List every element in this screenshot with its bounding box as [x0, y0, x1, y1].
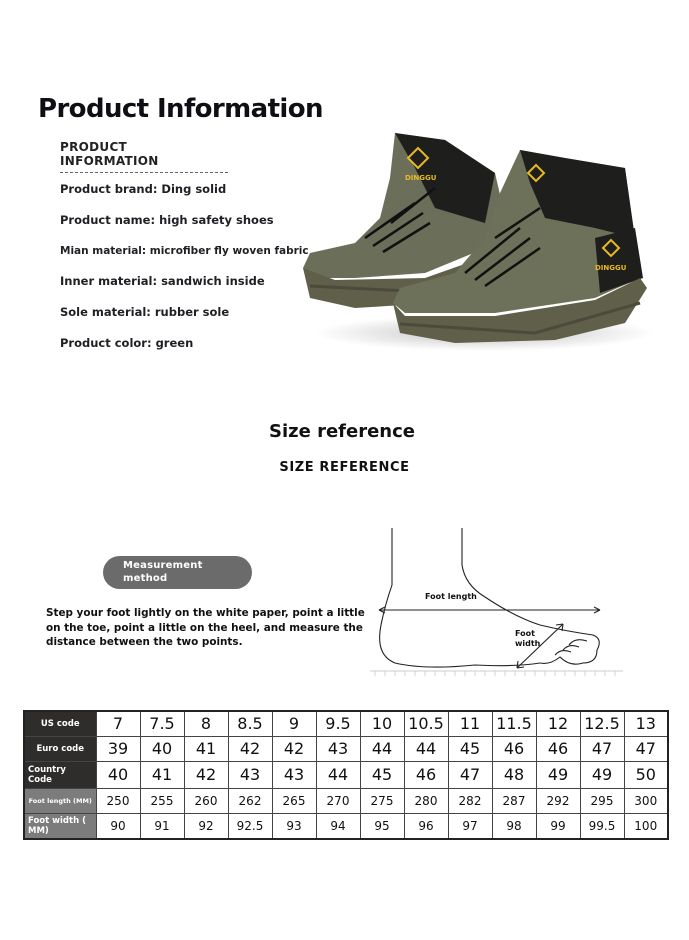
table-cell: 40 — [96, 761, 140, 788]
section-subtitle: PRODUCT INFORMATION — [60, 140, 228, 173]
badge-line-2: method — [123, 573, 168, 584]
table-cell: 265 — [272, 788, 316, 813]
table-cell: 8.5 — [228, 711, 272, 736]
page-title: Product Information — [38, 94, 323, 124]
table-cell: 96 — [404, 813, 448, 839]
table-cell: 282 — [448, 788, 492, 813]
table-row-us-code — [24, 711, 668, 736]
table-cell: 13 — [624, 711, 668, 736]
table-cell: 10.5 — [404, 711, 448, 736]
table-cell: 98 — [492, 813, 536, 839]
table-cell: 42 — [184, 761, 228, 788]
table-cell: 260 — [184, 788, 228, 813]
table-cell: 292 — [536, 788, 580, 813]
table-cell: 45 — [448, 736, 492, 761]
table-cell: 92 — [184, 813, 228, 839]
table-cell: 46 — [404, 761, 448, 788]
foot-width-line-1: Foot — [515, 629, 535, 638]
product-spec-list — [60, 181, 309, 366]
table-cell: 47 — [580, 736, 624, 761]
table-row-country-code — [24, 761, 668, 788]
foot-diagram — [365, 525, 625, 685]
svg-text:DINGGU: DINGGU — [405, 174, 437, 182]
table-cell: 46 — [536, 736, 580, 761]
size-reference-subtitle: SIZE REFERENCE — [279, 460, 410, 475]
table-cell: 44 — [316, 761, 360, 788]
table-cell: 10 — [360, 711, 404, 736]
spec-name: Product name: high safety shoes — [60, 212, 274, 227]
badge-line-1: Measurement — [123, 560, 203, 571]
foot-length-label: Foot length — [425, 592, 477, 601]
table-cell: 42 — [228, 736, 272, 761]
table-cell: 11.5 — [492, 711, 536, 736]
table-cell: 262 — [228, 788, 272, 813]
spec-inner-material: Inner material: sandwich inside — [60, 274, 265, 289]
table-cell: 99.5 — [580, 813, 624, 839]
table-cell: 49 — [536, 761, 580, 788]
table-cell: 43 — [228, 761, 272, 788]
row-header: Country Code — [24, 761, 96, 788]
table-cell: 9 — [272, 711, 316, 736]
table-cell: 99 — [536, 813, 580, 839]
table-cell: 49 — [580, 761, 624, 788]
row-header: Foot length (MM) — [24, 788, 96, 813]
table-cell: 42 — [272, 736, 316, 761]
table-cell: 275 — [360, 788, 404, 813]
foot-width-line-2: width — [515, 639, 541, 648]
table-cell: 92.5 — [228, 813, 272, 839]
table-cell: 97 — [448, 813, 492, 839]
table-cell: 8 — [184, 711, 228, 736]
row-header: Euro code — [24, 736, 96, 761]
table-cell: 47 — [448, 761, 492, 788]
foot-width-label — [515, 629, 540, 649]
product-boots-image — [295, 128, 655, 353]
table-cell: 44 — [360, 736, 404, 761]
row-header: US code — [24, 711, 96, 736]
table-cell: 47 — [624, 736, 668, 761]
table-cell: 95 — [360, 813, 404, 839]
table-cell: 93 — [272, 813, 316, 839]
table-cell: 7 — [96, 711, 140, 736]
table-cell: 41 — [184, 736, 228, 761]
table-cell: 250 — [96, 788, 140, 813]
table-cell: 287 — [492, 788, 536, 813]
table-cell: 91 — [140, 813, 184, 839]
table-cell: 48 — [492, 761, 536, 788]
spec-brand: Product brand: Ding solid — [60, 182, 227, 196]
table-cell: 12 — [536, 711, 580, 736]
size-reference-title: Size reference — [269, 421, 415, 442]
measurement-instructions: Step your foot lightly on the white paper, point a little on the toe, point a little on the heel, and measure the distance between the two points. — [46, 607, 365, 648]
size-chart-table — [23, 710, 669, 840]
spec-color: Product color: green — [60, 335, 194, 350]
table-cell: 43 — [316, 736, 360, 761]
table-cell: 46 — [492, 736, 536, 761]
row-header: Foot width ( MM) — [24, 813, 96, 839]
table-row-foot-length — [24, 788, 668, 813]
table-row-euro-code — [24, 736, 668, 761]
table-cell: 40 — [140, 736, 184, 761]
table-row-foot-width — [24, 813, 668, 839]
foot-outline-icon — [365, 525, 625, 685]
table-cell: 7.5 — [140, 711, 184, 736]
table-cell: 50 — [624, 761, 668, 788]
table-cell: 45 — [360, 761, 404, 788]
table-cell: 295 — [580, 788, 624, 813]
measurement-method-badge — [103, 556, 252, 589]
table-cell: 44 — [404, 736, 448, 761]
table-cell: 39 — [96, 736, 140, 761]
table-cell: 90 — [96, 813, 140, 839]
table-cell: 12.5 — [580, 711, 624, 736]
table-cell: 11 — [448, 711, 492, 736]
table-cell: 100 — [624, 813, 668, 839]
spec-main-material: Mian material: microfiber fly woven fabric — [60, 244, 309, 257]
table-cell: 255 — [140, 788, 184, 813]
table-cell: 43 — [272, 761, 316, 788]
table-cell: 9.5 — [316, 711, 360, 736]
table-cell: 94 — [316, 813, 360, 839]
table-cell: 280 — [404, 788, 448, 813]
table-cell: 41 — [140, 761, 184, 788]
svg-text:DINGGU: DINGGU — [595, 264, 627, 272]
table-cell: 300 — [624, 788, 668, 813]
table-cell: 270 — [316, 788, 360, 813]
spec-sole-material: Sole material: rubber sole — [60, 305, 230, 320]
